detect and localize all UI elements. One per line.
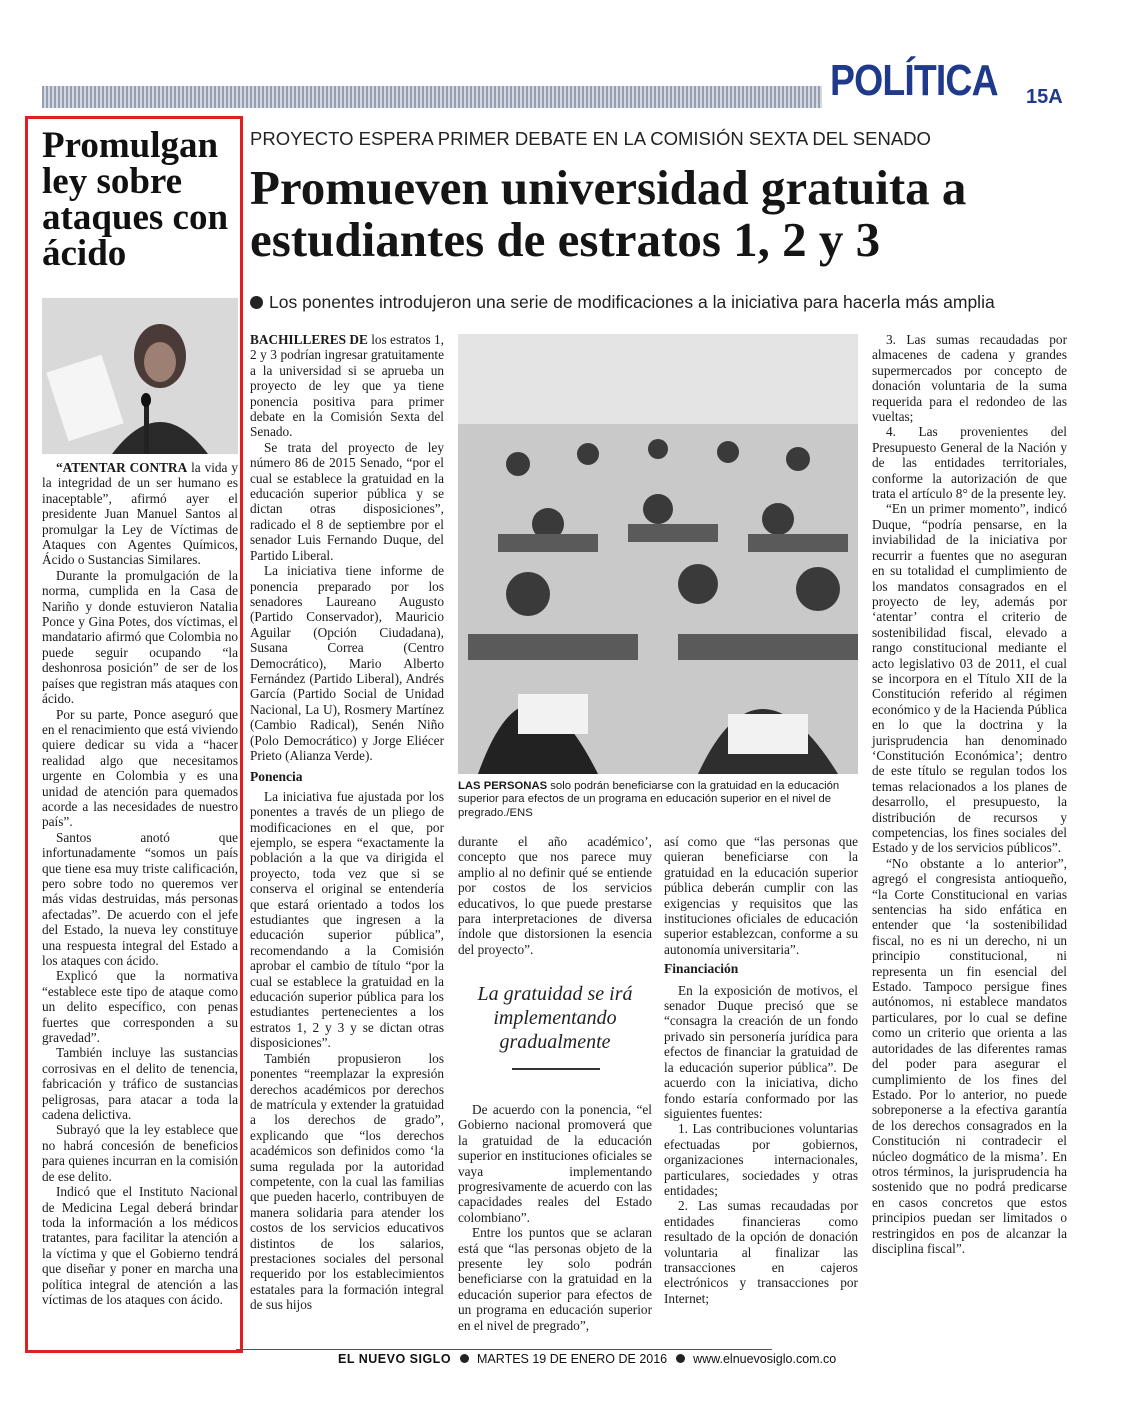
page-number: 15A <box>1026 86 1063 108</box>
article-paragraph: 1. Las contribuciones voluntarias efectuadas por gobiernos, organizaciones internacionales, particulares, sociedades y otras entidades; <box>664 1121 858 1198</box>
article-paragraph: los estratos 1, 2 y 3 podrían ingresar gratuitamente a la universidad si se aprueba un proyecto de ley que ya tiene ponencia positiva para primer debate en la Comisión Sexta del Senado. <box>250 332 444 440</box>
sidebar-paragraph: Por su parte, Ponce aseguró que en el renacimiento que está viviendo quiere dedicar su vida a “hacer realidad algo que necesitamos urgente en Colombia y es una unidad de atención para quemados acorde a las necesidades de nuestro país”. <box>42 706 238 830</box>
photo-caption-text: solo podrán beneficiarse con la gratuidad en la educación superior para efectos de un programa en educación superior en el nivel de pregrado./ENS <box>458 780 840 819</box>
article-lead: BACHILLERES DE <box>250 332 368 347</box>
photo-caption <box>458 780 858 820</box>
page-footer <box>338 1352 836 1366</box>
article-paragraph: 2. Las sumas recaudadas por entidades financieras como resultado de la opción de donación voluntaria al finalizar las transacciones en cajeros electrónicos y transacciones por Internet; <box>664 1198 858 1306</box>
bullet-icon <box>676 1354 685 1363</box>
article-subtitle-text: Los ponentes introdujeron una serie de modificaciones a la iniciativa para hacerla más amplia <box>269 292 995 312</box>
article-paragraph: En la exposición de motivos, el senador Duque precisó que se “consagra la creación de un fondo privado sin personería jurídica para efectos de financiar la gratuidad de la educación superior pública”. De acuerdo con la iniciativa, dicho fondo estaría conformado por las siguientes fuentes: <box>664 982 858 1121</box>
sidebar-paragraph: Santos anotó que infortunadamente “somos un país que tiene esa muy triste calificación, pero sobre todo no queremos ver más vidas destruidas, más personas afectadas”. De acuerdo con el jefe del Estado, la nueva ley constituye una respuesta integral del Estado a los ataques con ácido. <box>42 829 238 968</box>
sidebar-paragraph: Subrayó que la ley establece que no habrá concesión de beneficios para quienes incurran en la comisión de ese delito. <box>42 1122 238 1184</box>
section-heading-ponencia: Ponencia <box>250 769 303 785</box>
classroom-photo-icon <box>458 334 858 774</box>
article-paragraph: durante el año académico’, concepto que nos parece muy amplio al no definir qué se entiende por costos de los servicios educativos, lo que puede prestarse para interpretaciones de diversa índole que distorsionen la esencia del proyecto”. <box>458 834 652 957</box>
article-column-4 <box>872 332 1067 1256</box>
speaker-photo-icon <box>42 298 238 454</box>
section-heading-financiacion: Financiación <box>664 961 739 977</box>
issue-date: MARTES 19 DE ENERO DE 2016 <box>477 1352 668 1366</box>
article-photo <box>458 334 858 774</box>
article-paragraph: 4. Las provenientes del Presupuesto General de la Nación y de las entidades territoriales, conforme la autorización de que trata el artículo 8° de la presente ley. <box>872 424 1067 502</box>
footer-rule <box>236 1349 772 1350</box>
sidebar-paragraph: También incluye las sustancias corrosivas en el delito de tenencia, fabricación y tráfico de sustancias peligrosas, para atacar a toda la cadena delictiva. <box>42 1045 238 1123</box>
article-column-2 <box>458 834 652 957</box>
pull-quote: La gratuidad se irá implementando gradualmente <box>477 983 633 1053</box>
sidebar-paragraph: la vida y la integridad de un ser humano es inaceptable”, afirmó ayer el presidente Juan Manuel Santos al promulgar la Ley de Víctimas de Ataques con Agentes Químicos, Ácido o Sustancias Similares. <box>42 460 238 568</box>
article-paragraph: “En un primer momento”, indicó Duque, “podría pensarse, en la inviabilidad de la iniciativa por recurrir a fuentes que no aseguran en su totalidad el cumplimiento de los mandatos consagrados en el proyecto de ley, además por ‘atentar’ contra el criterio de sostenibilidad fiscal, elevado a rango constitucional mediante el acto legislativo 03 de 2011, el cual se incorpora en el Título XII de la Constitución referido al régimen económico y de la Hacienda Pública en lo que la doctrina y la jurisprudencia han denominado ‘Constitución Económica’; dentro de este título se regulan todos los temas relacionados a los planes de desarrollo, el presupuesto, la distribución de recursos y competencias, los fines sociales del Estado y de los servicios públicos”. <box>872 501 1067 856</box>
header-band <box>42 86 822 108</box>
article-paragraph: así como que “las personas que quieran beneficiarse con la gratuidad en la educación superior pública deberán cumplir con las exigencias y requisitos que las instituciones oficiales de educación superior establezcan, conforme a su autonomía universitaria”. <box>664 834 858 957</box>
sidebar-paragraph: Explicó que la normativa “establece este tipo de ataque como un delito específico, con penas fuertes que corresponden a su gravedad”. <box>42 968 238 1046</box>
article-paragraph: La iniciativa tiene informe de ponencia preparado por los senadores Laureano Augusto (Partido Conservador), Mauricio Aguilar (Opción Ciudadana), Susana Correa (Centro Democrático), Mario Alberto Fernández (Partido Liberal), Andrés García (Partido Social de Unidad Nacional, La U), Rosmery Martínez (Cambio Radical), Senén Niño (Polo Democrático) y Jorge Eliécer Prieto (Alianza Verde). <box>250 563 444 763</box>
article-paragraph: Entre los puntos que se aclaran está que “las personas objeto de la presente ley solo podrán beneficiarse con la gratuidad en la educación superior para efectos de un programa en educación superior en el nivel de pregrado”, <box>458 1225 652 1333</box>
sidebar-body <box>42 460 238 1307</box>
photo-caption-lead: LAS PERSONAS <box>458 780 548 792</box>
article-kicker: PROYECTO ESPERA PRIMER DEBATE EN LA COMISIÓN SEXTA DEL SENADO <box>250 128 931 149</box>
article-paragraph: La iniciativa fue ajustada por los ponentes a través de un pliego de modificaciones en el que, por ejemplo, se espera “exactamente la población a la que va dirigida el proyecto, toda vez que si se conserva el original se entendería que estará orientado a todos los estudiantes que ingresen a la educación superior pública”, recomendando a la Comisión aprobar el cambio de título “por la cual se establece la gratuidad en la educación superior pública para los estudiantes pertenecientes a los estratos 1, 2 y 3 y se dictan otras disposiciones”. <box>250 788 444 1051</box>
article-column-3 <box>664 834 858 1306</box>
sidebar-headline: Promulgan ley sobre ataques con ácido <box>42 125 229 274</box>
article-subtitle <box>250 292 1070 313</box>
sidebar-paragraph: Durante la promulgación de la norma, cumplida en la Casa de Nariño y donde estuvieron Natalia Ponce y Gina Potes, dos víctimas, el mandatario afirmó que Colombia no puede seguir ocupando “la deshonrosa posición” de ser de los países que registran más ataques con ácido. <box>42 567 238 707</box>
article-paragraph: De acuerdo con la ponencia, “el Gobierno nacional promoverá que la gratuidad de la educación superior en instituciones oficiales se vaya implementando progresivamente de acuerdo con las capacidades reales del Estado colombiano”. <box>458 1102 652 1225</box>
article-paragraph: Se trata del proyecto de ley número 86 de 2015 Senado, “por el cual se establece la gratuidad en la educación superior pública y se dictan otras disposiciones”, radicado el 8 de septiembre por el senador Luis Fernando Duque, del Partido Liberal. <box>250 439 444 563</box>
article-paragraph: “No obstante a lo anterior”, agregó el congresista antioqueño, “la Corte Constitucional en varias sentencias ha sido enfática en entender que ‘la sostenibilidad fiscal, no es ni un derecho, ni un principio constitucional, ni representa un fin esencial del Estado. Tampoco persigue fines autónomos, ni establece mandatos particulares, por lo cual se define como un criterio que orienta a las autoridades de las diferentes ramas del poder para asegurar el cumplimiento de los fines del Estado. Por lo anterior, no puede sobreponerse a la efectiva garantía de los derechos consagrados en la Constitución ni contradecir el núcleo dogmático de la misma’. En otros términos, la jurisprudencia ha sostenido que no podrá predicarse en casos concretos que estos principios puedan ser limitados o restringidos en pos de alcanzar la disciplina fiscal”. <box>872 855 1067 1256</box>
bullet-icon <box>250 296 263 309</box>
sidebar-photo <box>42 298 238 454</box>
article-paragraph: 3. Las sumas recaudadas por almacenes de cadena y grandes supermercados por concepto de donación voluntaria de la suma requerida para el redondeo de las vueltas; <box>872 332 1067 425</box>
article-column-1 <box>250 332 444 1313</box>
pull-quote-rule <box>512 1068 600 1070</box>
article-paragraph: También propusieron los ponentes “reemplazar la expresión derechos académicos por derechos de matrícula y extender la gratuidad a los derechos de grado”, explicando que “los derechos académicos son definidos como ‘la suma regulada por la autoridad competente, con la cual las familias que pueden hacerlo, contribuyen de manera solidaria para atender los costos de los servicios educativos distintos de los salarios, prestaciones sociales del personal requerido por los establecimientos estatales para la formación integral de sus hijos <box>250 1050 444 1313</box>
website-url: www.elnuevosiglo.com.co <box>693 1352 837 1366</box>
bullet-icon <box>460 1354 469 1363</box>
sidebar-paragraph: Indicó que el Instituto Nacional de Medicina Legal deberá brindar toda la información a los médicos tratantes, para facilitar la atención a la víctima y que el Gobierno tendrá que diseñar y poner en marcha una política integral de atención a las víctimas de los ataques con ácido. <box>42 1184 238 1307</box>
article-column-2b <box>458 1102 652 1333</box>
newspaper-name: EL NUEVO SIGLO <box>338 1352 452 1366</box>
article-title: Promueven universidad gratuita a estudiantes de estratos 1, 2 y 3 <box>250 160 967 267</box>
sidebar-lead: “ATENTAR CONTRA <box>56 460 188 475</box>
section-title: POLÍTICA <box>830 56 998 105</box>
